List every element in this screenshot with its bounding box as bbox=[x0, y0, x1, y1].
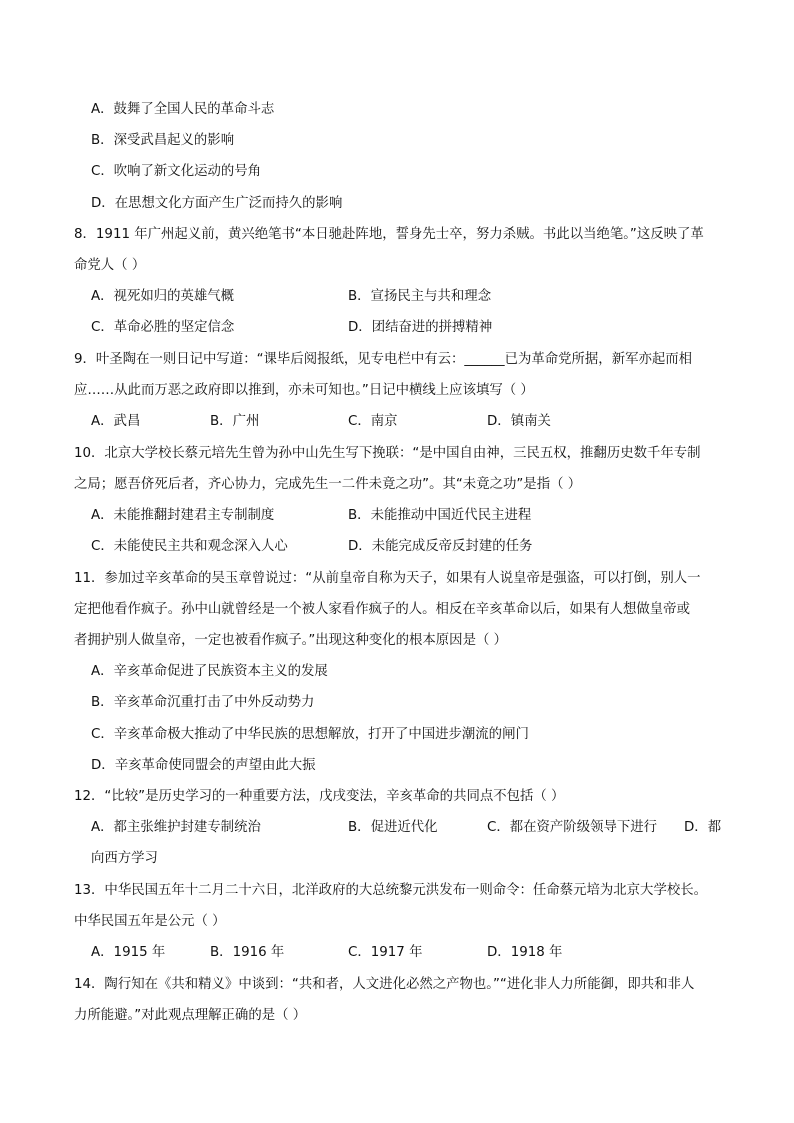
q9-option-c: C．南京 bbox=[348, 414, 398, 429]
q11-stem-line3: 者拥护别人做皇帝，一定也被看作疯子。”出现这种变化的根本原因是（ ） bbox=[74, 633, 507, 648]
q14-stem-line1: 14．陶行知在《共和精义》中谈到：“共和者，人文进化必然之产物也。”“进化非人力所能御，即共和非人 bbox=[74, 977, 695, 992]
q10-stem-line2: 之局；愿吾侪死后者，齐心协力，完成先生一二件未竟之功”。其“未竟之功”是指（ ） bbox=[74, 477, 582, 492]
q9-stem-line1: 9．叶圣陶在一则日记中写道：“课毕后阅报纸，见专电栏中有云：______已为革命党所据，新军亦起而相 bbox=[74, 352, 693, 367]
q7-option-d: D．在思想文化方面产生广泛而持久的影响 bbox=[91, 196, 343, 211]
q7-option-b: B．深受武昌起义的影响 bbox=[91, 133, 235, 148]
q9-option-b: B．广州 bbox=[210, 414, 260, 429]
q13-option-d: D．1918 年 bbox=[487, 945, 563, 960]
q10-stem-line1: 10．北京大学校长蔡元培先生曾为孙中山先生写下挽联：“是中国自由神，三民五权，推翻历史数千年专制 bbox=[74, 446, 701, 461]
q13-option-c: C．1917 年 bbox=[348, 945, 423, 960]
q11-option-d: D．辛亥革命使同盟会的声望由此大振 bbox=[91, 758, 316, 773]
q12-option-a: A．都主张维护封建专制统治 bbox=[91, 820, 261, 835]
q12-option-b: B．促进近代化 bbox=[348, 820, 438, 835]
q9-stem-line2: 应……从此而万恶之政府即以推到，亦未可知也。”日记中横线上应该填写（ ） bbox=[74, 383, 534, 398]
q8-option-a: A．视死如归的英雄气概 bbox=[91, 289, 235, 304]
q12-option-c: C．都在资产阶级领导下进行 bbox=[487, 820, 658, 835]
q14-stem-line2: 力所能避。”对此观点理解正确的是（ ） bbox=[74, 1008, 307, 1023]
q11-stem-line1: 11．参加过辛亥革命的吴玉章曾说过：“从前皇帝自称为天子，如果有人说皇帝是强盗，可以打倒，别人一 bbox=[74, 571, 701, 586]
q9-option-d: D．镇南关 bbox=[487, 414, 551, 429]
q12-stem-line1: 12．“比较”是历史学习的一种重要方法，戊戌变法，辛亥革命的共同点不包括（ ） bbox=[74, 789, 565, 804]
q12-option-d: D．都 bbox=[684, 820, 722, 835]
q8-stem-line2: 命党人（ ） bbox=[74, 258, 146, 273]
q11-option-b: B．辛亥革命沉重打击了中外反动势力 bbox=[91, 695, 315, 710]
q10-option-a: A．未能推翻封建君主专制制度 bbox=[91, 508, 275, 523]
q10-option-b: B．未能推动中国近代民主进程 bbox=[348, 508, 532, 523]
q13-stem-line2: 中华民国五年是公元（ ） bbox=[74, 914, 226, 929]
q8-option-d: D．团结奋进的拼搏精神 bbox=[348, 320, 493, 335]
q8-option-b: B．宣扬民主与共和理念 bbox=[348, 289, 492, 304]
q8-stem-line1: 8．1911 年广州起义前，黄兴绝笔书“本日驰赴阵地，誓身先士卒，努力杀贼。书此以当绝笔。”这反映了革 bbox=[74, 227, 704, 242]
q7-option-a: A．鼓舞了全国人民的革命斗志 bbox=[91, 102, 275, 117]
q11-option-c: C．辛亥革命极大推动了中华民族的思想解放，打开了中国进步潮流的闸门 bbox=[91, 727, 529, 742]
q9-option-a: A．武昌 bbox=[91, 414, 141, 429]
q13-stem-line1: 13．中华民国五年十二月二十六日，北洋政府的大总统黎元洪发布一则命令：任命蔡元培为北京大学校长。 bbox=[74, 883, 708, 898]
q13-option-b: B．1916 年 bbox=[210, 945, 285, 960]
q10-option-c: C．未能使民主共和观念深入人心 bbox=[91, 539, 288, 554]
q7-option-c: C．吹响了新文化运动的号角 bbox=[91, 164, 262, 179]
q11-stem-line2: 定把他看作疯子。孙中山就曾经是一个被人家看作疯子的人。相反在辛亥革命以后，如果有人想做皇帝或 bbox=[74, 602, 690, 617]
q11-option-a: A．辛亥革命促进了民族资本主义的发展 bbox=[91, 664, 328, 679]
q8-option-c: C．革命必胜的坚定信念 bbox=[91, 320, 235, 335]
q13-option-a: A．1915 年 bbox=[91, 945, 166, 960]
q12-option-d-continued: 向西方学习 bbox=[91, 851, 158, 866]
q10-option-d: D．未能完成反帝反封建的任务 bbox=[348, 539, 533, 554]
